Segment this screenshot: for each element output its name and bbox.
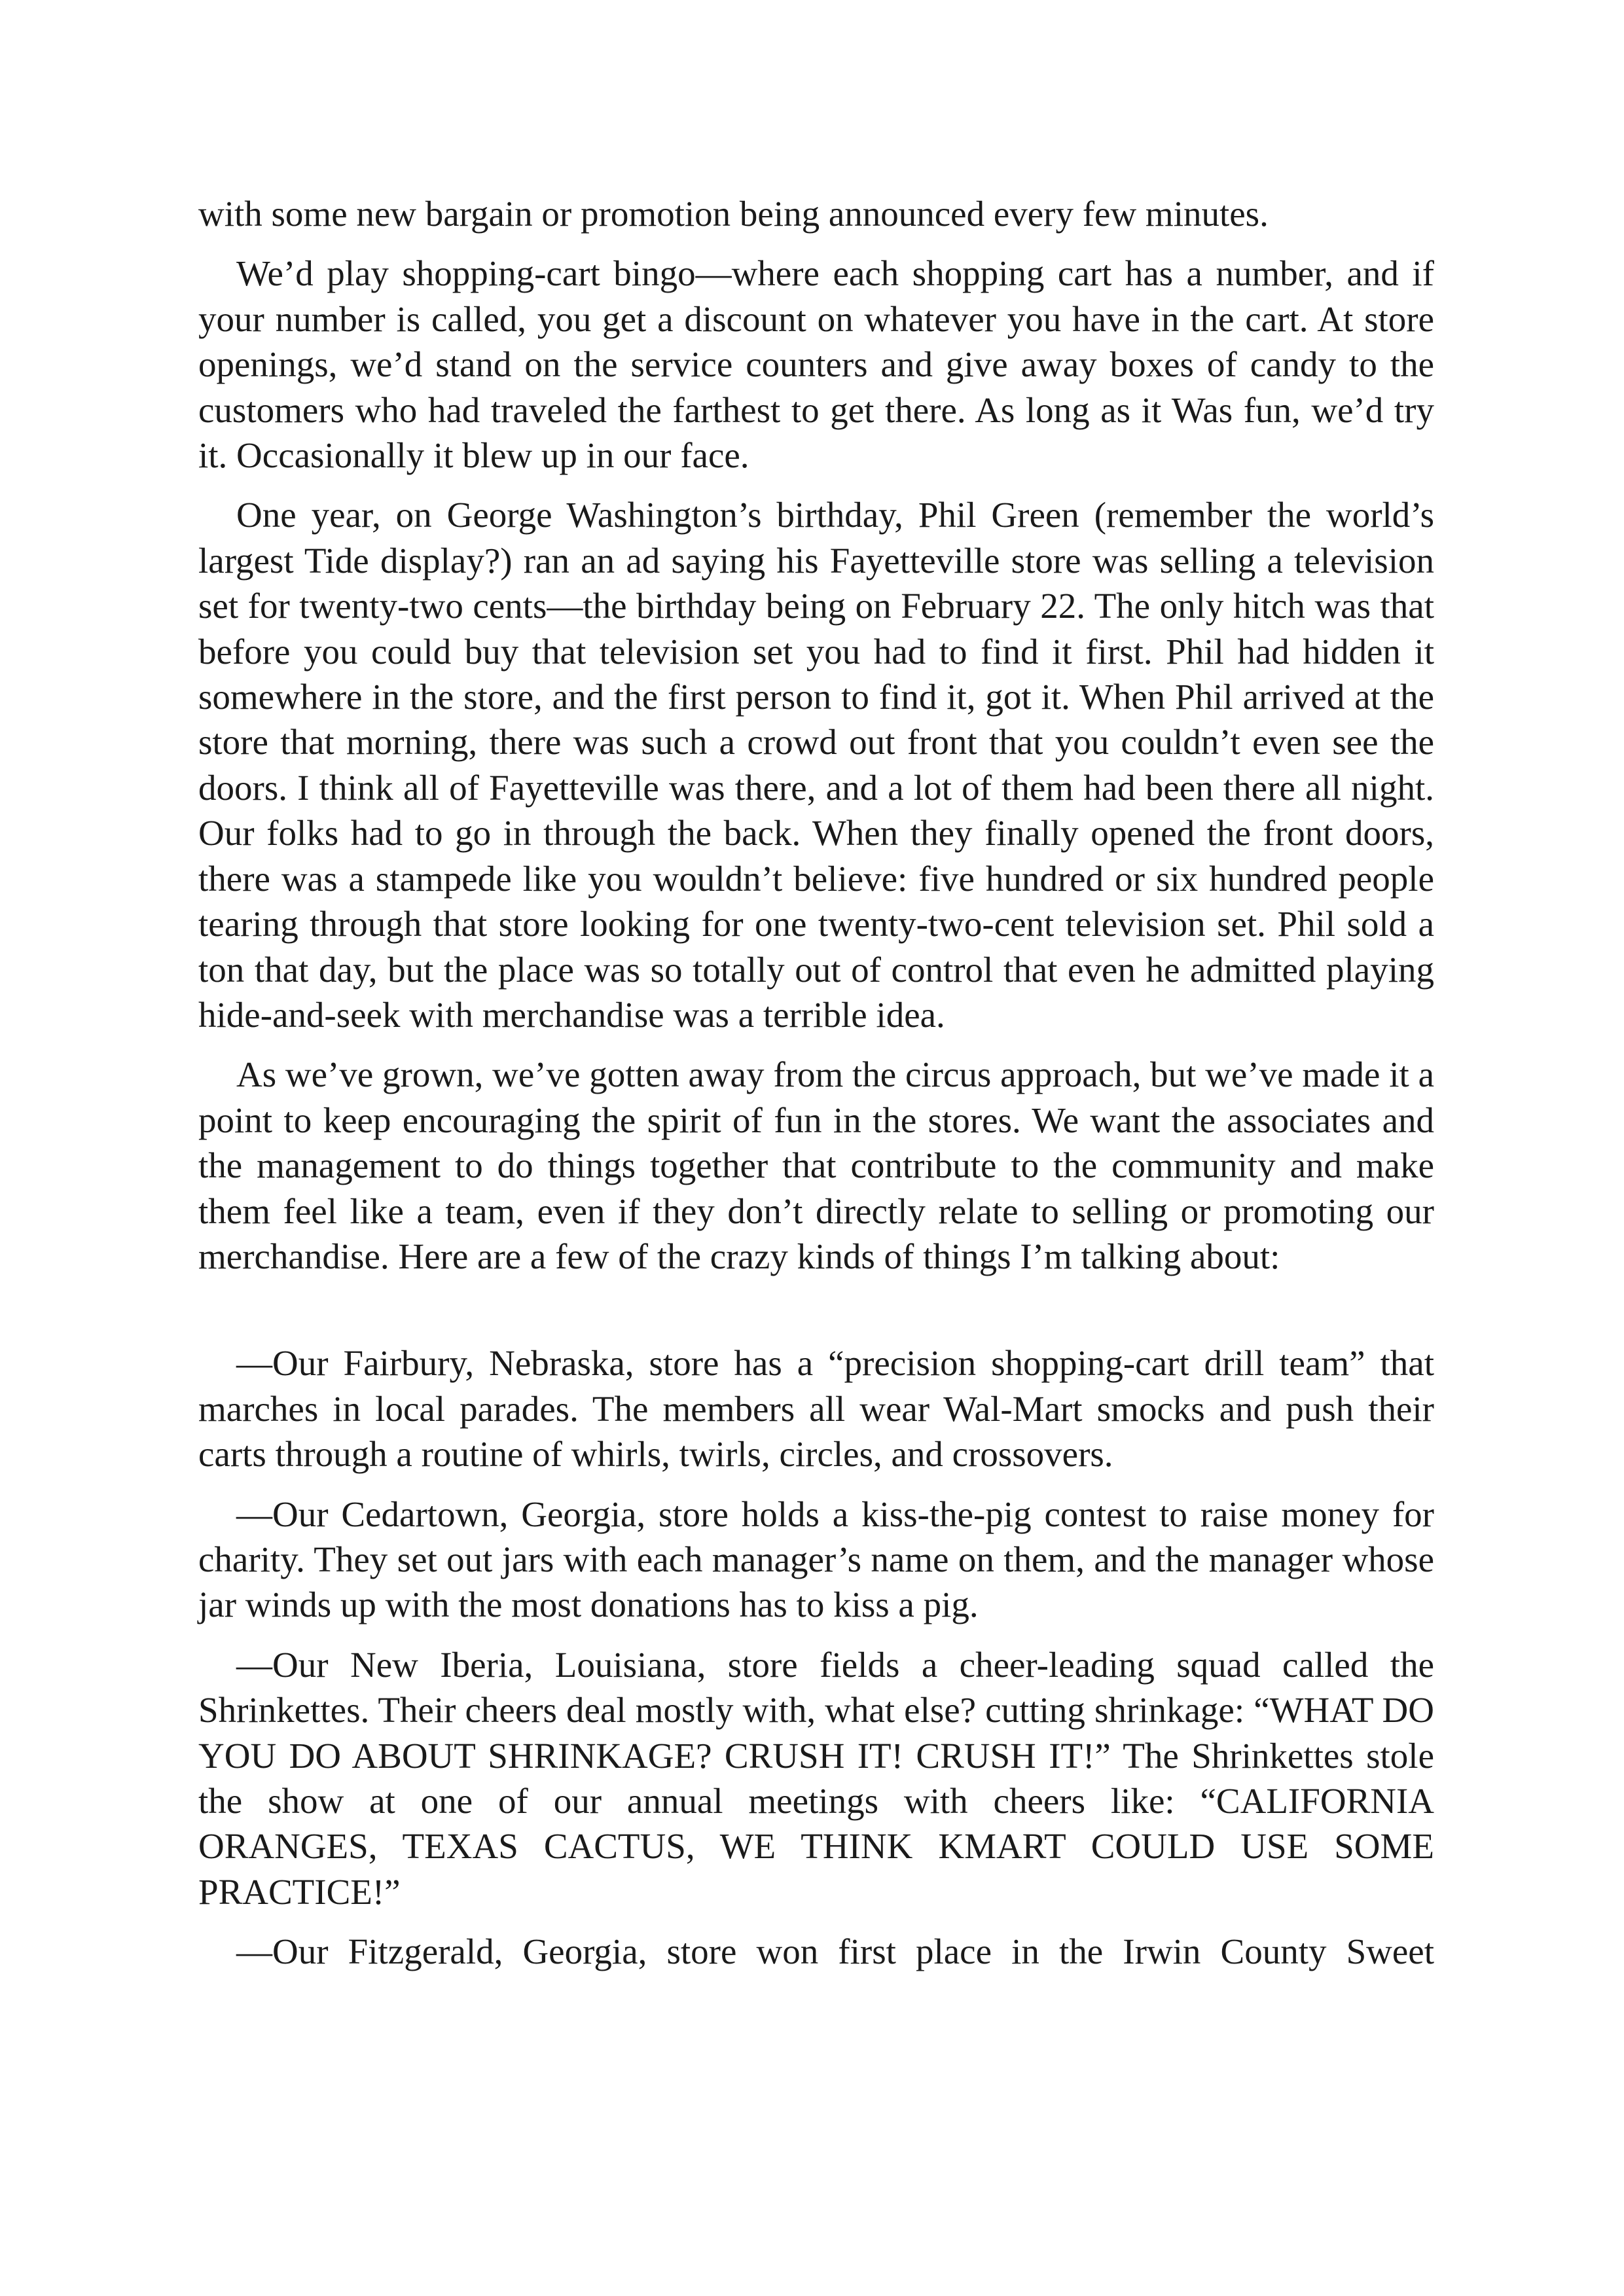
paragraph-shopping-cart-bingo: We’d play shopping-cart bingo—where each shopping cart has a number, and if your number is called, you get a discount on whatever you have in the cart. At store openings, we’d stand on the service counters and give away boxes of candy to the customers who had traveled the farthest to get there. As long as it Was fun, we’d try it. Occasionally it blew up in our face. [198, 253, 1434, 476]
paragraph-washington-birthday: One year, on George Washington’s birthday, Phil Green (remember the world’s largest Tide display?) ran an ad saying his Fayetteville store was selling a television set for twenty-two cents—the birthday being on February 22. The only hitch was that before you could buy that television set you had to find it first. Phil had hidden it somewhere in the store, and the first person to find it, got it. When Phil arrived at the store that morning, there was such a crowd out front that you couldn’t even see the doors. I think all of Fayetteville was there, and a lot of them had been there all night. Our folks had to go in through the back. When they finally opened the front doors, there was a stampede like you wouldn’t believe: five hundred or six hundred people tearing through that store looking for one twenty-two-cent television set. Phil sold a ton that day, but the place was so totally out of control that even he admitted playing hide-and-seek with merchandise was a terrible idea. [198, 495, 1434, 1035]
paragraph-fitzgerald: —Our Fitzgerald, Georgia, store won first place in the Irwin County Sweet [236, 1931, 1434, 1972]
paragraph-spirit-of-fun: As we’ve grown, we’ve gotten away from the circus approach, but we’ve made it a point to keep encouraging the spirit of fun in the stores. We want the associates and the management to do things together that contribute to the community and make them feel like a team, even if they don’t directly relate to selling or promoting our merchandise. Here are a few of the crazy kinds of things I’m talking about: [198, 1054, 1434, 1276]
page-body [198, 191, 1434, 1975]
paragraph-cedartown-kiss-the-pig: —Our Cedartown, Georgia, store holds a kiss-the-pig contest to raise money for charity. They set out jars with each manager’s name on them, and the manager whose jar winds up with the most donations has to kiss a pig. [198, 1494, 1434, 1625]
paragraph-continued: with some new bargain or promotion being announced every few minutes. [198, 194, 1269, 234]
paragraph-fairbury-drill-team: —Our Fairbury, Nebraska, store has a “precision shopping-cart drill team” that marches in local parades. The members all wear Wal-Mart smocks and push their carts through a routine of whirls, twirls, circles, and crossovers. [198, 1343, 1434, 1475]
paragraph-new-iberia-shrinkettes: —Our New Iberia, Louisiana, store fields a cheer-leading squad called the Shrinkettes. Their cheers deal mostly with, what else? cutting shrinkage: “WHAT DO YOU DO ABOUT SHRINKAGE? CRUSH IT! CRUSH IT!” The Shrinkettes stole the show at one of our annual meetings with cheers like: “CALIFORNIA ORANGES, TEXAS CACTUS, WE THINK KMART COULD USE SOME PRACTICE!” [198, 1644, 1434, 1912]
